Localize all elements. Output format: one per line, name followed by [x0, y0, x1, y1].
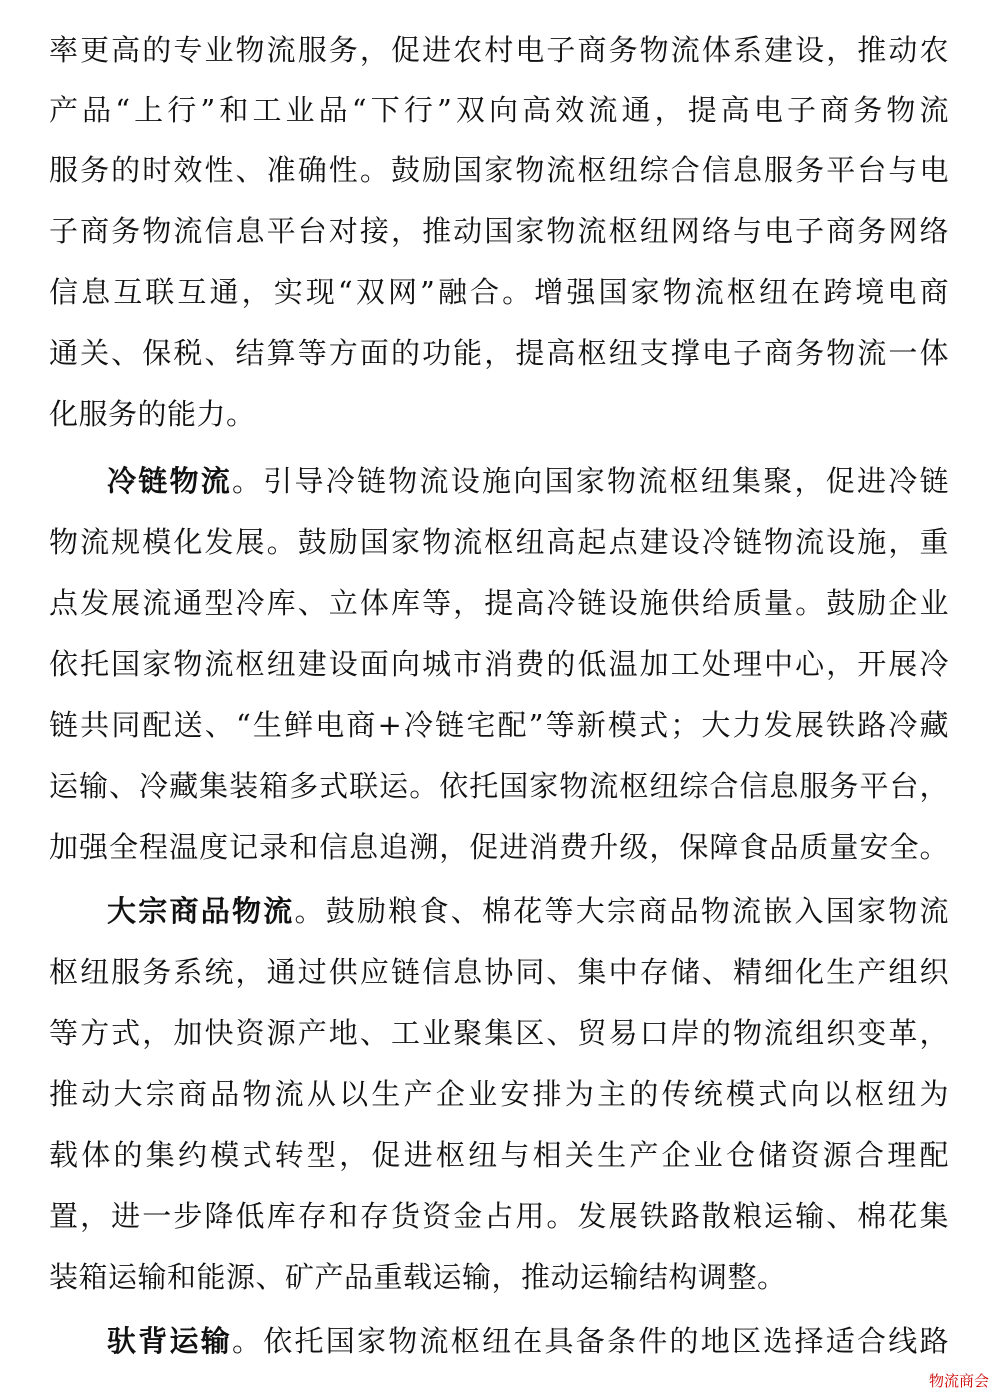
text-line: 子商务物流信息平台对接，推动国家物流枢纽网络与电子商务网络	[49, 214, 949, 248]
text-line: 率更高的专业物流服务，促进农村电子商务物流体系建设，推动农	[49, 33, 949, 67]
paragraph-heading: 冷链物流	[107, 464, 232, 498]
text-line: 等方式，加快资源产地、工业聚集区、贸易口岸的物流组织变革，	[49, 1016, 949, 1050]
text-line: 链共同配送、“生鲜电商+冷链宅配”等新模式；大力发展铁路冷藏	[49, 708, 949, 742]
text-run: 。鼓励粮食、棉花等大宗商品物流嵌入国家物流	[294, 894, 949, 928]
watermark: 物流商会	[928, 1372, 989, 1390]
text-run: 。引导冷链物流设施向国家物流枢纽集聚，促进冷链	[232, 464, 949, 498]
text-line: 点发展流通型冷库、立体库等，提高冷链设施供给质量。鼓励企业	[49, 586, 949, 620]
text-line: 服务的时效性、准确性。鼓励国家物流枢纽综合信息服务平台与电	[49, 153, 949, 187]
text-line: 置，进一步降低库存和存货资金占用。发展铁路散粮运输、棉花集	[49, 1199, 949, 1233]
text-line: 载体的集约模式转型，促进枢纽与相关生产企业仓储资源合理配	[49, 1138, 949, 1172]
paragraph-first-line	[107, 451, 949, 511]
paragraph-heading: 驮背运输	[107, 1324, 232, 1358]
text-run: 。依托国家物流枢纽在具备条件的地区选择适合线路	[232, 1324, 949, 1358]
text-line: 枢纽服务系统，通过供应链信息协同、集中存储、精细化生产组织	[49, 955, 949, 989]
text-line: 信息互联互通，实现“双网”融合。增强国家物流枢纽在跨境电商	[49, 275, 949, 309]
text-line: 产品“上行”和工业品“下行”双向高效流通，提高电子商务物流	[49, 93, 949, 127]
text-line: 通关、保税、结算等方面的功能，提高枢纽支撑电子商务物流一体	[49, 336, 949, 370]
text-line: 装箱运输和能源、矿产品重载运输，推动运输结构调整。	[49, 1260, 787, 1294]
paragraph-first-line	[107, 1311, 949, 1371]
text-line: 推动大宗商品物流从以生产企业安排为主的传统模式向以枢纽为	[49, 1077, 949, 1111]
text-line: 化服务的能力。	[49, 397, 256, 431]
text-line: 依托国家物流枢纽建设面向城市消费的低温加工处理中心，开展冷	[49, 647, 949, 681]
paragraph-first-line	[107, 881, 949, 941]
text-line: 运输、冷藏集装箱多式联运。依托国家物流枢纽综合信息服务平台，	[49, 769, 949, 803]
text-line: 加强全程温度记录和信息追溯，促进消费升级，保障食品质量安全。	[49, 830, 949, 864]
text-line: 物流规模化发展。鼓励国家物流枢纽高起点建设冷链物流设施，重	[49, 525, 949, 559]
paragraph-heading: 大宗商品物流	[107, 894, 295, 928]
